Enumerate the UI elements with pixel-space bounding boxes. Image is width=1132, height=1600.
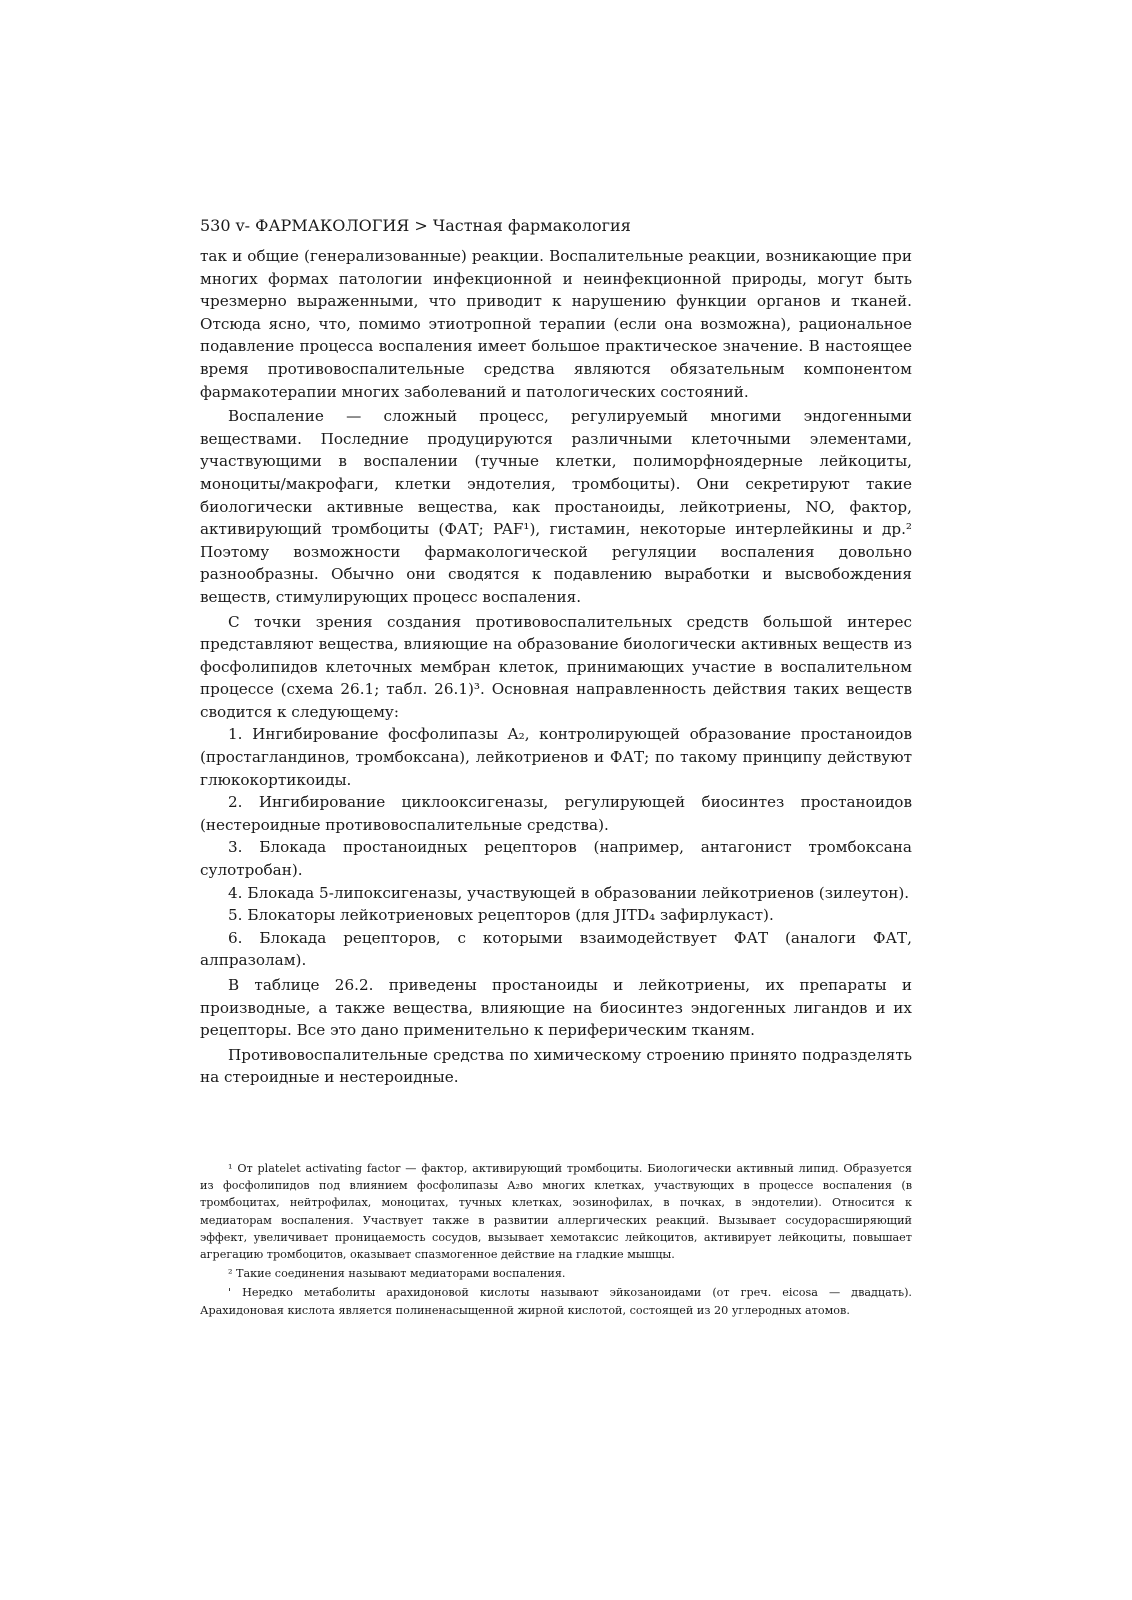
main-text <box>200 245 912 1089</box>
list-item: 3. Блокада простаноидных рецепторов (например, антагонист тромбоксана сулотробан). <box>200 838 912 880</box>
paragraph: Противовоспалительные средства по химическому строению принято подразделять на стероидные и нестероидные. <box>200 1045 912 1087</box>
paragraph: С точки зрения создания противовоспалительных средств большой интерес представляют вещества, влияющие на образование биологически активных веществ из фосфолипидов клеточных мембран клеток, принимающих участие в воспалительном процессе (схема 26.1; табл. 26.1)³. Основная направленность действия таких веществ сводится к следующему: <box>200 612 912 721</box>
footnote: ² Такие соединения называют медиаторами воспаления. <box>228 1267 566 1281</box>
footnote: ' Нередко метаболиты арахидоновой кислоты называют эйкозаноидами (от греч. eicosa — двадцать). Арахидоновая кислота является полиненасыщенной жирной кислотой, состоящей из 20 углеродных атомов. <box>200 1286 912 1317</box>
list-item: 6. Блокада рецепторов, с которыми взаимодействует ФАТ (аналоги ФАТ, алпразолам). <box>200 928 912 970</box>
running-header: 530 v- ФАРМАКОЛОГИЯ > Частная фармакология <box>200 216 631 235</box>
list-item: 2. Ингибирование циклооксигеназы, регулирующей биосинтез простаноидов (нестероидные противовоспалительные средства). <box>200 793 912 834</box>
page-body <box>200 216 912 1089</box>
list-item: 5. Блокаторы лейкотриеновых рецепторов (для JITD₄ зафирлукаст). <box>228 906 774 925</box>
footnotes <box>200 1160 912 1319</box>
paragraph: так и общие (генерализованные) реакции. Воспалительные реакции, возникающие при многих формах патологии инфекционной и неинфекционной природы, могут быть чрезмерно выраженными, что приводит к нарушению функции органов и тканей. Отсюда ясно, что, помимо этиотропной терапии (если она возможна), рациональное подавление процесса воспаления имеет большое практическое значение. В настоящее время противовоспалительные средства являются обязательным компонентом фармакотерапии многих заболеваний и патологических состояний. <box>200 247 912 401</box>
list-item: 4. Блокада 5-липоксигеназы, участвующей в образовании лейкотриенов (зилеутон). <box>228 883 910 902</box>
paragraph: В таблице 26.2. приведены простаноиды и лейкотриены, их препараты и производные, а также вещества, влияющие на биосинтез эндогенных лигандов и их рецепторы. Все это дано применительно к периферическим тканям. <box>200 976 912 1040</box>
footnote: ¹ От platelet activating factor — фактор, активирующий тромбоциты. Биологически активный липид. Образуется из фосфолипидов под влиянием фосфолипазы A₂во многих клетках, участвующих в процессе воспаления (в тромбоцитах, нейтрофилах, моноцитах, тучных клетках, эозинофилах, в почках, в эндотелии). Относится к медиаторам воспаления. Участвует также в развитии аллергических реакций. Вызывает сосудорасширяющий эффект, увеличивает проницаемость сосудов, вызывает хемотаксис лейкоцитов, активирует лейкоциты, повышает агрегацию тромбоцитов, оказывает спазмогенное действие на гладкие мышцы. <box>200 1162 912 1262</box>
paragraph: Воспаление — сложный процесс, регулируемый многими эндогенными веществами. Последние продуцируются различными клеточными элементами, участвующими в воспалении (тучные клетки, полиморфноядерные лейкоциты, моноциты/макрофаги, клетки эндотелия, тромбоциты). Они секретируют такие биологически активные вещества, как простаноиды, лейкотриены, NO, фактор, активирующий тромбоциты (ФАТ; PAF¹), гистамин, некоторые интерлейкины и др.² Поэтому возможности фармакологической регуляции воспаления довольно разнообразны. Обычно они сводятся к подавлению выработки и высвобождения веществ, стимулирующих процесс воспаления. <box>200 407 912 606</box>
list-item: 1. Ингибирование фосфолипазы A₂, контролирующей образование простаноидов (простагландинов, тромбоксана), лейкотриенов и ФАТ; по такому принципу действуют глюкокортикоиды. <box>200 725 912 789</box>
